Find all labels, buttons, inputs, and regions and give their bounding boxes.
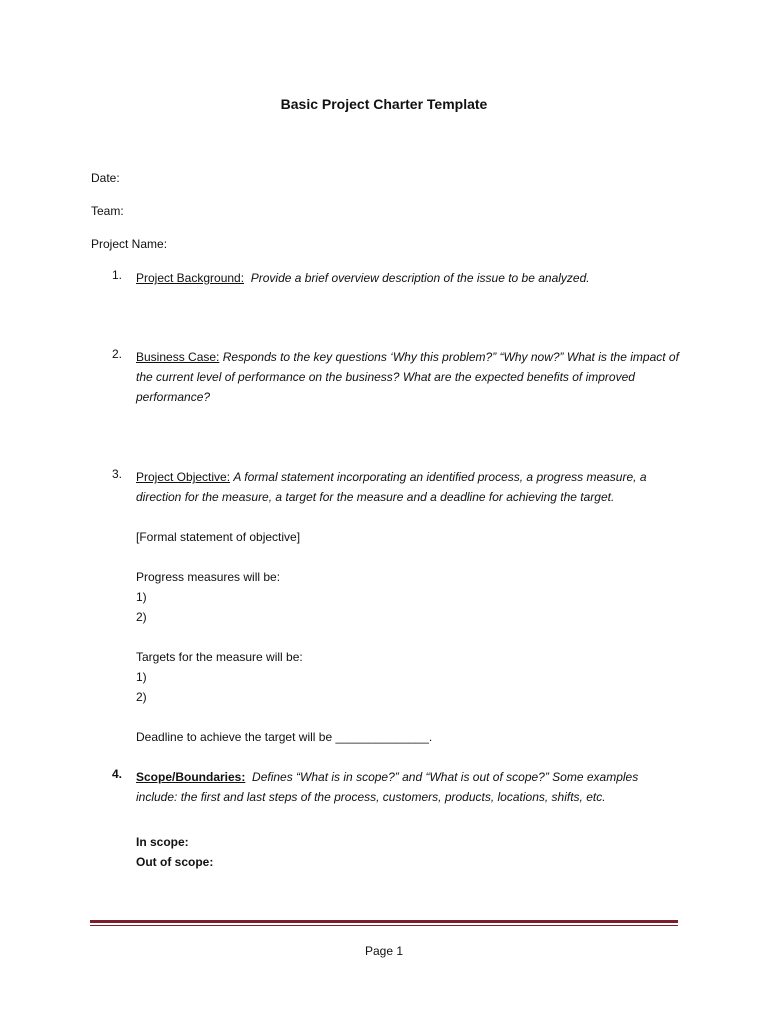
target-item: 1) xyxy=(136,670,147,684)
progress-item: 1) xyxy=(136,590,147,604)
team-label: Team: xyxy=(91,204,124,218)
out-of-scope-label: Out of scope: xyxy=(136,855,214,869)
section-description: Responds to the key questions ‘Why this problem?” “Why now?” What is the impact of the current level of performance on the business? What are the expected benefits of improved performance? xyxy=(136,350,679,404)
section-body xyxy=(136,347,681,407)
section-number: 2. xyxy=(112,347,123,361)
section-body xyxy=(136,767,681,807)
project-name-label: Project Name: xyxy=(91,237,168,251)
section-number: 1. xyxy=(112,268,123,282)
footer-rule-thick xyxy=(90,920,678,923)
target-item: 2) xyxy=(136,690,147,704)
section-heading: Scope/Boundaries: xyxy=(136,770,246,784)
footer-rule-thin xyxy=(90,925,678,926)
section-body xyxy=(136,467,681,507)
in-scope-label: In scope: xyxy=(136,835,189,849)
progress-measures-heading: Progress measures will be: xyxy=(136,570,281,584)
section-heading: Project Objective: xyxy=(136,470,231,484)
date-label: Date: xyxy=(91,171,120,185)
progress-item: 2) xyxy=(136,610,147,624)
section-heading: Project Background: xyxy=(136,271,245,285)
section-description: Provide a brief overview description of the issue to be analyzed. xyxy=(250,271,590,285)
page-title: Basic Project Charter Template xyxy=(280,96,488,112)
section-number: 3. xyxy=(112,467,123,481)
deadline-line: Deadline to achieve the target will be ______________. xyxy=(136,730,433,744)
targets-heading: Targets for the measure will be: xyxy=(136,650,303,664)
section-body xyxy=(136,268,681,288)
section-description: Defines “What is in scope?” and “What is out of scope?” Some examples include: the first and last steps of the process, customers, products, locations, shifts, etc. xyxy=(136,770,639,804)
section-description: A formal statement incorporating an identified process, a progress measure, a direction for the measure, a target for the measure and a deadline for achieving the target. xyxy=(136,470,647,504)
page-number: Page 1 xyxy=(364,944,404,958)
formal-statement-placeholder: [Formal statement of objective] xyxy=(136,530,301,544)
section-number: 4. xyxy=(112,767,123,781)
section-heading: Business Case: xyxy=(136,350,220,364)
